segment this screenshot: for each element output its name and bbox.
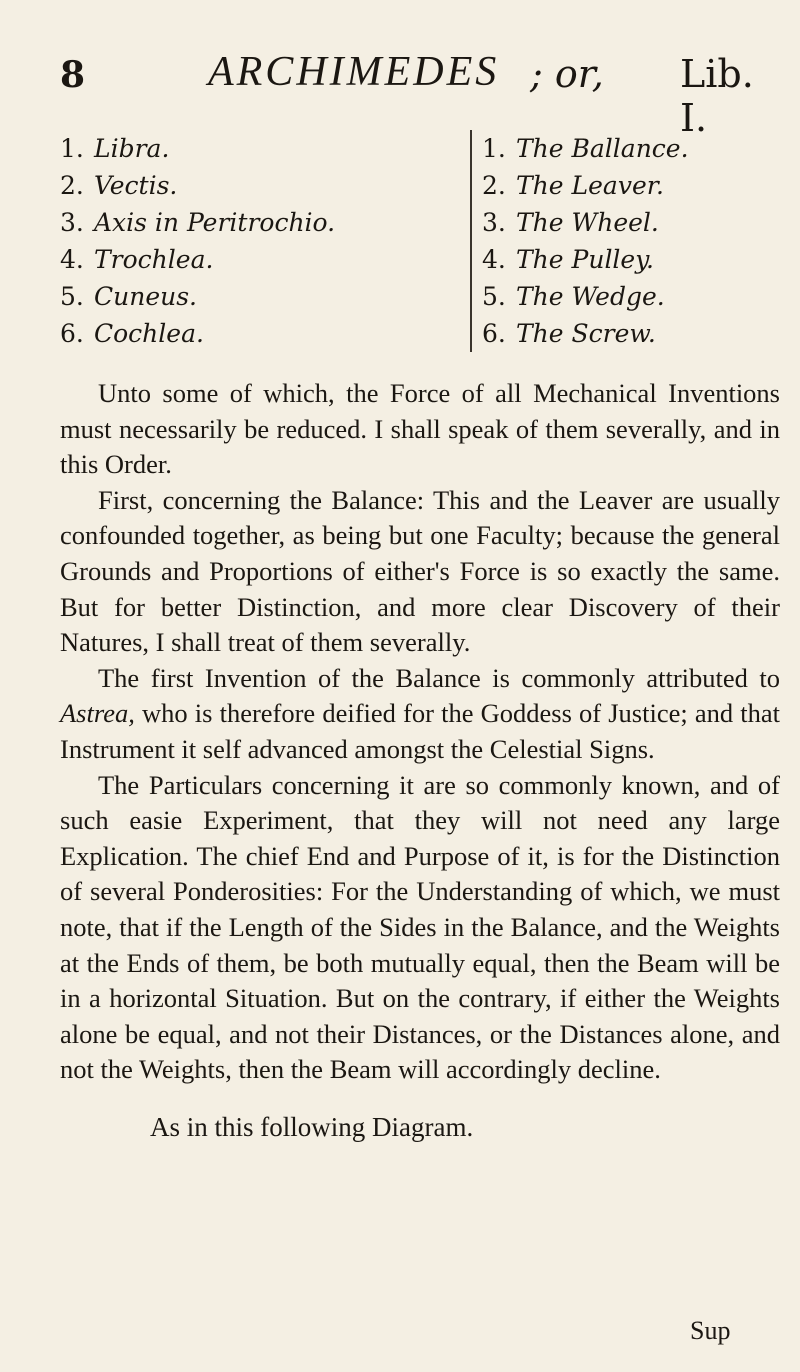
list-item: 1. The Ballance. (482, 134, 689, 163)
list-item: 5. Cuneus. (60, 282, 198, 311)
list-item: 2. The Leaver. (482, 171, 664, 200)
list-item: 4. Trochlea. (60, 245, 214, 274)
list-item: 5. The Wedge. (482, 282, 665, 311)
book-number: Lib. I. (680, 52, 754, 140)
body-text (60, 376, 780, 1088)
diagram-note: As in this following Diagram. (150, 1112, 474, 1142)
list-item: 6. Cochlea. (60, 319, 204, 348)
list-item: 4. The Pulley. (482, 245, 654, 274)
catchword: Sup (690, 1316, 731, 1345)
running-subtitle: ; or, (530, 52, 604, 96)
paragraph: The first Invention of the Balance is commonly attributed to Astrea, who is therefore deified for the Goddess of Justice; and that Instrument it self advanced amongst the Celestial Signs. (60, 662, 780, 764)
paragraph: First, concerning the Balance: This and the Leaver are usually confounded together, as being but one Faculty; because the general Grounds and Proportions of either's Force is so exactly the same. But for better Distinction, and more clear Discovery of their Natures, I shall treat of them severally. (60, 484, 780, 658)
running-title: ARCHIMEDES (208, 49, 500, 95)
paragraph: Unto some of which, the Force of all Mechanical Inventions must necessarily be reduced. I shall speak of them severally, and in this Order. (60, 378, 780, 480)
list-item: 3. Axis in Peritrochio. (60, 208, 336, 237)
list-item: 1. Libra. (60, 134, 170, 163)
latin-names-list (60, 130, 440, 352)
page-header (60, 48, 780, 140)
english-names-list (470, 130, 782, 352)
list-item: 2. Vectis. (60, 171, 178, 200)
astrea-name: Astrea, (60, 698, 135, 729)
list-item: 3. The Wheel. (482, 208, 659, 237)
machines-list (60, 130, 780, 360)
paragraph: The Particulars concerning it are so commonly known, and of such easie Experiment, that they will not need any large Explication. The chief End and Purpose of it, is for the Distinction of several Ponderosities: For the Understanding of which, we must note, that if the Length of the Sides in the Balance, and the Weights at the Ends of them, be both mutually equal, then the Beam will be in a horizontal Situation. But on the contrary, if either the Weights alone be equal, and not their Distances, or the Distances alone, and not the Weights, then the Beam will accordingly decline. (60, 769, 780, 1085)
list-item: 6. The Screw. (482, 319, 656, 348)
page-number: 8 (60, 54, 86, 96)
